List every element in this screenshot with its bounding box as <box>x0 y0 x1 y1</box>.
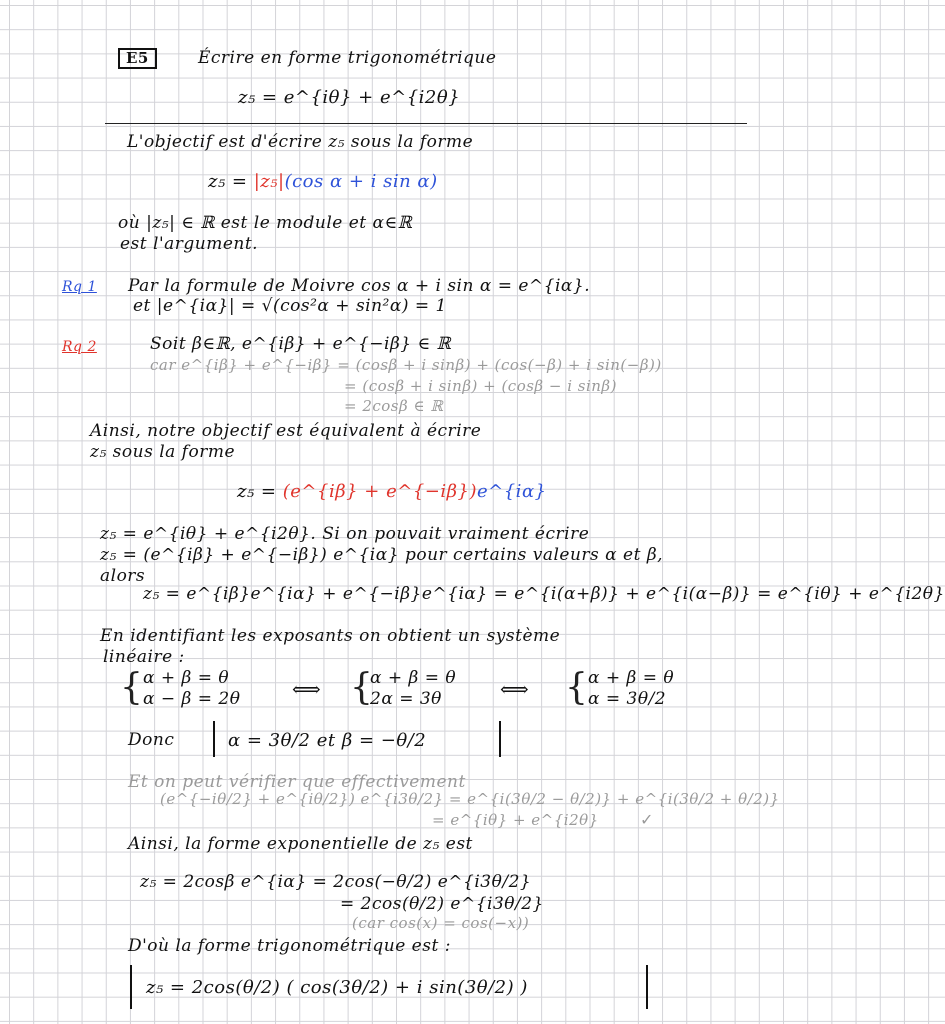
ainsi-form-exponential: e^{iα} <box>477 481 547 502</box>
ainsi-1-line-2: z₅ sous la forme <box>90 442 236 462</box>
verify-line-2: (e^{−iθ/2} + e^{iθ/2}) e^{i3θ/2} = e^{i(3θ/2 − θ/2)} + e^{i(3θ/2 + θ/2)} <box>160 790 780 808</box>
equivalence-arrow-2: ⟺ <box>500 677 530 701</box>
remark-2-line-1: Soit β∈ℝ, e^{iβ} + e^{−iβ} ∈ ℝ <box>150 334 452 354</box>
target-form-modulus: |z₅| <box>253 171 285 192</box>
system-3-bottom: α = 3θ/2 <box>588 689 667 709</box>
system-2-top: α + β = θ <box>370 668 457 688</box>
remark-1-line-2: et |e^{iα}| = √(cos²α + sin²α) = 1 <box>133 296 447 316</box>
final-result: z₅ = 2cos(θ/2) ( cos(3θ/2) + i sin(3θ/2) ) <box>146 977 528 998</box>
system-2-bottom: 2α = 3θ <box>370 689 442 709</box>
system-line-4: z₅ = e^{iβ}e^{iα} + e^{−iβ}e^{iα} = e^{i(α+β)} + e^{i(α−β)} = e^{iθ} + e^{i2θ} <box>143 584 945 604</box>
ainsi-1-target-form <box>237 483 547 501</box>
system-line-6: linéaire : <box>103 647 185 667</box>
system-1-brace: { <box>120 667 144 708</box>
target-form-trig: (cos α + i sin α) <box>284 171 438 192</box>
system-line-2: z₅ = (e^{iβ} + e^{−iβ}) e^{iα} pour certains valeurs α et β, <box>100 545 664 565</box>
system-line-5: En identifiant les exposants on obtient un système <box>100 626 561 646</box>
remark-2-line-2: car e^{iβ} + e^{−iβ} = (cosβ + i sinβ) + (cos(−β) + i sin(−β)) <box>150 356 662 374</box>
remark-1-label: Rq 1 <box>62 279 97 295</box>
verify-line-3: = e^{iθ} + e^{i2θ} <box>432 811 599 829</box>
remark-2-label: Rq 2 <box>62 339 97 355</box>
system-3-top: α + β = θ <box>588 668 675 688</box>
remark-2-line-4: = 2cosβ ∈ ℝ <box>344 397 444 415</box>
donc-label: Donc <box>128 730 175 750</box>
equivalence-arrow-1: ⟺ <box>292 677 322 701</box>
donc-result: α = 3θ/2 et β = −θ/2 <box>228 730 427 751</box>
final-line-1: D'où la forme trigonométrique est : <box>128 936 451 956</box>
title-underline <box>105 123 747 124</box>
intro-where-line-1: où |z₅| ∈ ℝ est le module et α∈ℝ <box>118 213 413 233</box>
system-1-bottom: α − β = 2θ <box>143 689 241 709</box>
ainsi-2-line-1: Ainsi, la forme exponentielle de z₅ est <box>128 834 473 854</box>
exercise-tag: E5 <box>118 48 157 69</box>
remark-1-line-1: Par la formule de Moivre cos α + i sin α = e^{iα}. <box>128 276 591 296</box>
system-1-top: α + β = θ <box>143 668 230 688</box>
system-3-brace: { <box>565 667 589 708</box>
ainsi-2-line-3: = 2cos(θ/2) e^{i3θ/2} <box>340 894 544 914</box>
intro-where-line-2: est l'argument. <box>120 234 259 254</box>
intro-line-1: L'objectif est d'écrire z₅ sous la forme <box>127 132 474 152</box>
intro-target-form <box>208 173 438 191</box>
remark-2-line-3: = (cosβ + i sinβ) + (cosβ − i sinβ) <box>344 377 617 395</box>
ainsi-1-line-1: Ainsi, notre objectif est équivalent à écrire <box>90 421 482 441</box>
exercise-title: Écrire en forme trigonométrique <box>198 48 497 68</box>
system-line-1: z₅ = e^{iθ} + e^{i2θ}. Si on pouvait vraiment écrire <box>100 524 590 544</box>
ainsi-2-line-4: (car cos(x) = cos(−x)) <box>352 914 530 932</box>
target-form-prefix: z₅ = <box>208 171 254 192</box>
verify-line-1: Et on peut vérifier que effectivement <box>128 772 466 792</box>
checkmark-icon: ✓ <box>640 810 654 829</box>
system-2-brace: { <box>350 667 374 708</box>
ainsi-form-real-part: (e^{iβ} + e^{−iβ}) <box>282 481 477 502</box>
exercise-equation: z₅ = e^{iθ} + e^{i2θ} <box>238 87 461 108</box>
ainsi-2-line-2: z₅ = 2cosβ e^{iα} = 2cos(−θ/2) e^{i3θ/2} <box>140 872 532 892</box>
system-line-3: alors <box>100 566 146 586</box>
ainsi-form-prefix: z₅ = <box>237 481 283 502</box>
